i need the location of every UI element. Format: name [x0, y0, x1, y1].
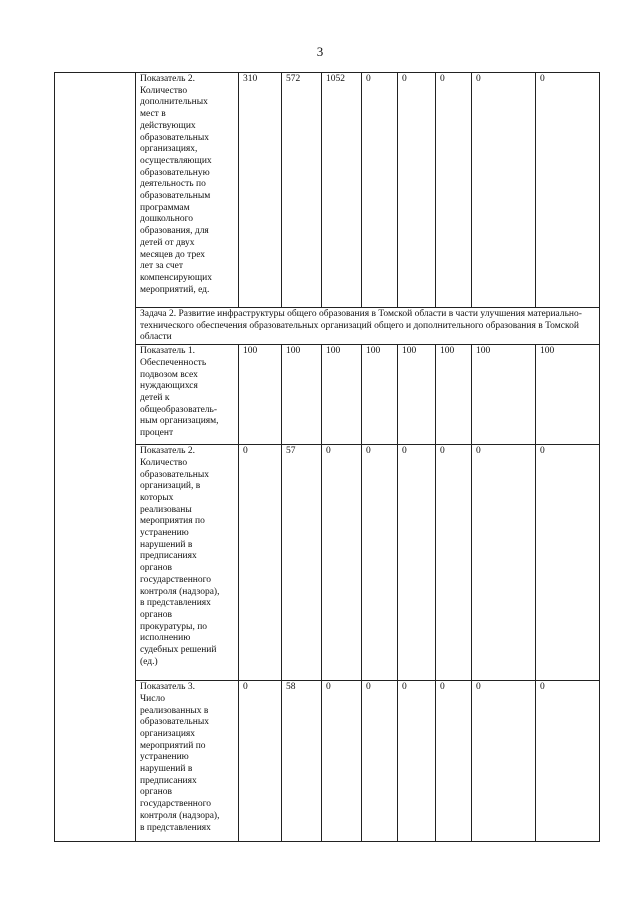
table-row — [55, 345, 600, 445]
value-cell: 0 — [436, 681, 472, 842]
page-number: 3 — [316, 44, 324, 59]
task-cell: Задача 2. Развитие инфраструктуры общего образования в Томской области в части улучшения материально-технического обеспечения образовательных организаций общего и дополнительного образования в Томской области — [136, 308, 600, 345]
value-cell: 58 — [282, 681, 322, 842]
value-cell: 0 — [398, 681, 436, 842]
value-cell: 100 — [239, 345, 282, 445]
value-cell: 100 — [472, 345, 536, 445]
value-cell: 0 — [472, 445, 536, 681]
value-cell: 0 — [398, 73, 436, 308]
value-cell: 57 — [282, 445, 322, 681]
value-cell: 100 — [282, 345, 322, 445]
value-cell: 100 — [536, 345, 600, 445]
indicator-cell: Показатель 2. Количество образовательных организаций, в которых реализованы мероприятия по устранению нарушений в предписаниях органов государственного контроля (надзора), в представлениях органов прокуратуры, по исполнению судебных решений (ед.) — [136, 445, 239, 681]
value-cell: 0 — [398, 445, 436, 681]
value-cell: 0 — [362, 73, 398, 308]
indicators-table — [54, 72, 600, 842]
empty-first-column — [55, 73, 136, 842]
value-cell: 0 — [239, 445, 282, 681]
indicator-cell: Показатель 3. Число реализованных в образовательных организациях мероприятий по устранению нарушений в предписаниях органов государственного контроля (надзора), в представлениях — [136, 681, 239, 842]
table-row — [55, 681, 600, 842]
value-cell: 100 — [362, 345, 398, 445]
value-cell: 100 — [398, 345, 436, 445]
value-cell: 0 — [322, 681, 362, 842]
indicator-cell: Показатель 1. Обеспеченность подвозом всех нуждающихся детей к общеобразователь- ным организациям, процент — [136, 345, 239, 445]
value-cell: 0 — [436, 73, 472, 308]
value-cell: 0 — [239, 681, 282, 842]
value-cell: 0 — [362, 681, 398, 842]
indicator-cell: Показатель 2. Количество дополнительных мест в действующих образовательных организациях, осуществляющих образовательную деятельность по образовательным программам дошкольного образования, для детей от двух месяцев до трех лет за счет компенсирующих мероприятий, ед. — [136, 73, 239, 308]
value-cell: 0 — [472, 681, 536, 842]
value-cell: 100 — [322, 345, 362, 445]
value-cell: 0 — [322, 445, 362, 681]
value-cell: 1052 — [322, 73, 362, 308]
table-row — [55, 73, 600, 308]
value-cell: 100 — [436, 345, 472, 445]
table-row — [55, 445, 600, 681]
value-cell: 0 — [536, 445, 600, 681]
value-cell: 310 — [239, 73, 282, 308]
value-cell: 0 — [362, 445, 398, 681]
value-cell: 0 — [536, 73, 600, 308]
value-cell: 0 — [472, 73, 536, 308]
value-cell: 0 — [536, 681, 600, 842]
table-row — [55, 308, 600, 345]
value-cell: 572 — [282, 73, 322, 308]
value-cell: 0 — [436, 445, 472, 681]
